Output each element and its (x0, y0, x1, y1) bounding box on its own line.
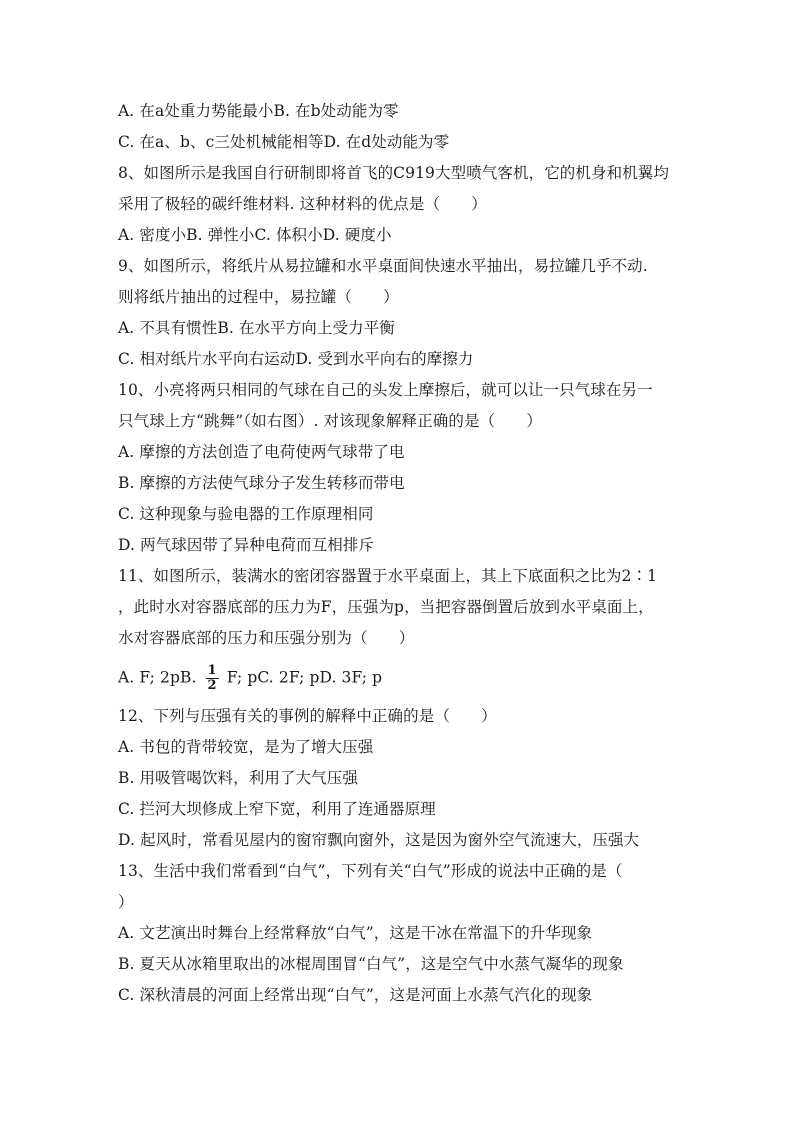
q12-option-a: A. 书包的背带较宽，是为了增大压强 (118, 738, 374, 756)
q10-option-c: C. 这种现象与验电器的工作原理相同 (118, 505, 374, 523)
q11-stem-line2: ，此时水对容器底部的压力为F，压强为p，当把容器倒置后放到水平桌面上， (118, 598, 654, 616)
q9-stem-line2: 则将纸片抽出的过程中，易拉罐（ ） (118, 288, 399, 306)
q13-option-a: A. 文艺演出时舞台上经常释放“白气”，这是干冰在常温下的升华现象 (118, 924, 593, 942)
q12-option-c: C. 拦河大坝修成上窄下宽，利用了连通器原理 (118, 800, 436, 818)
fraction-numerator: 1 (207, 663, 217, 678)
q8-options: A. 密度小B. 弹性小C. 体积小D. 硬度小 (118, 226, 392, 244)
q12-option-d: D. 起风时，常看见屋内的窗帘飘向窗外，这是因为窗外空气流速大，压强大 (118, 831, 640, 849)
fraction-denominator: 2 (207, 678, 217, 693)
q10-option-d: D. 两气球因带了异种电荷而互相排斥 (118, 536, 375, 554)
q10-stem-line1: 10、小亮将两只相同的气球在自己的头发上摩擦后，就可以让一只气球在另一 (118, 381, 653, 399)
q12-stem: 12、下列与压强有关的事例的解释中正确的是（ ） (118, 707, 497, 725)
q10-stem-line2: 只气球上方“跳舞”（如右图）. 对该现象解释正确的是（ ） (118, 412, 542, 430)
q11-stem-line3: 水对容器底部的压力和压强分别为（ ） (118, 629, 415, 647)
q11-option-a-text: A. F; 2pB. (118, 668, 197, 687)
q9-options-ab: A. 不具有惯性B. 在水平方向上受力平衡 (118, 319, 395, 337)
q11-option-bcd-text: F; pC. 2F; pD. 3F; p (226, 668, 383, 687)
q9-options-cd: C. 相对纸片水平向右运动D. 受到水平向右的摩擦力 (118, 350, 474, 368)
q13-stem-line1: 13、生活中我们常看到“白气”，下列有关“白气”形成的说法中正确的是（ (118, 862, 623, 880)
q9-stem-line1: 9、如图所示，将纸片从易拉罐和水平桌面间快速水平抽出，易拉罐几乎不动. (118, 257, 648, 275)
q7-options-cd: C. 在a、b、c三处机械能相等D. 在d处动能为零 (118, 133, 450, 151)
q8-stem-line2: 采用了极轻的碳纤维材料. 这种材料的优点是（ ） (118, 195, 487, 213)
q13-option-b: B. 夏天从冰箱里取出的冰棍周围冒“白气”，这是空气中水蒸气凝华的现象 (118, 955, 624, 973)
q13-stem-line2: ） (118, 893, 134, 911)
q7-options-ab: A. 在a处重力势能最小B. 在b处动能为零 (118, 102, 399, 120)
q10-option-b: B. 摩擦的方法使气球分子发生转移而带电 (118, 474, 405, 492)
q11-stem-line1: 11、如图所示，装满水的密闭容器置于水平桌面上，其上下底面积之比为2∶1 (118, 567, 658, 585)
q10-option-a: A. 摩擦的方法创造了电荷使两气球带了电 (118, 443, 405, 461)
q12-option-b: B. 用吸管喝饮料，利用了大气压强 (118, 769, 358, 787)
fraction-one-half (206, 664, 219, 693)
q11-options (118, 664, 688, 693)
q8-stem-line1: 8、如图所示是我国自行研制即将首飞的C919大型喷气客机，它的机身和机翼均 (118, 164, 670, 182)
q13-option-c: C. 深秋清晨的河面上经常出现“白气”，这是河面上水蒸气汽化的现象 (118, 986, 593, 1004)
